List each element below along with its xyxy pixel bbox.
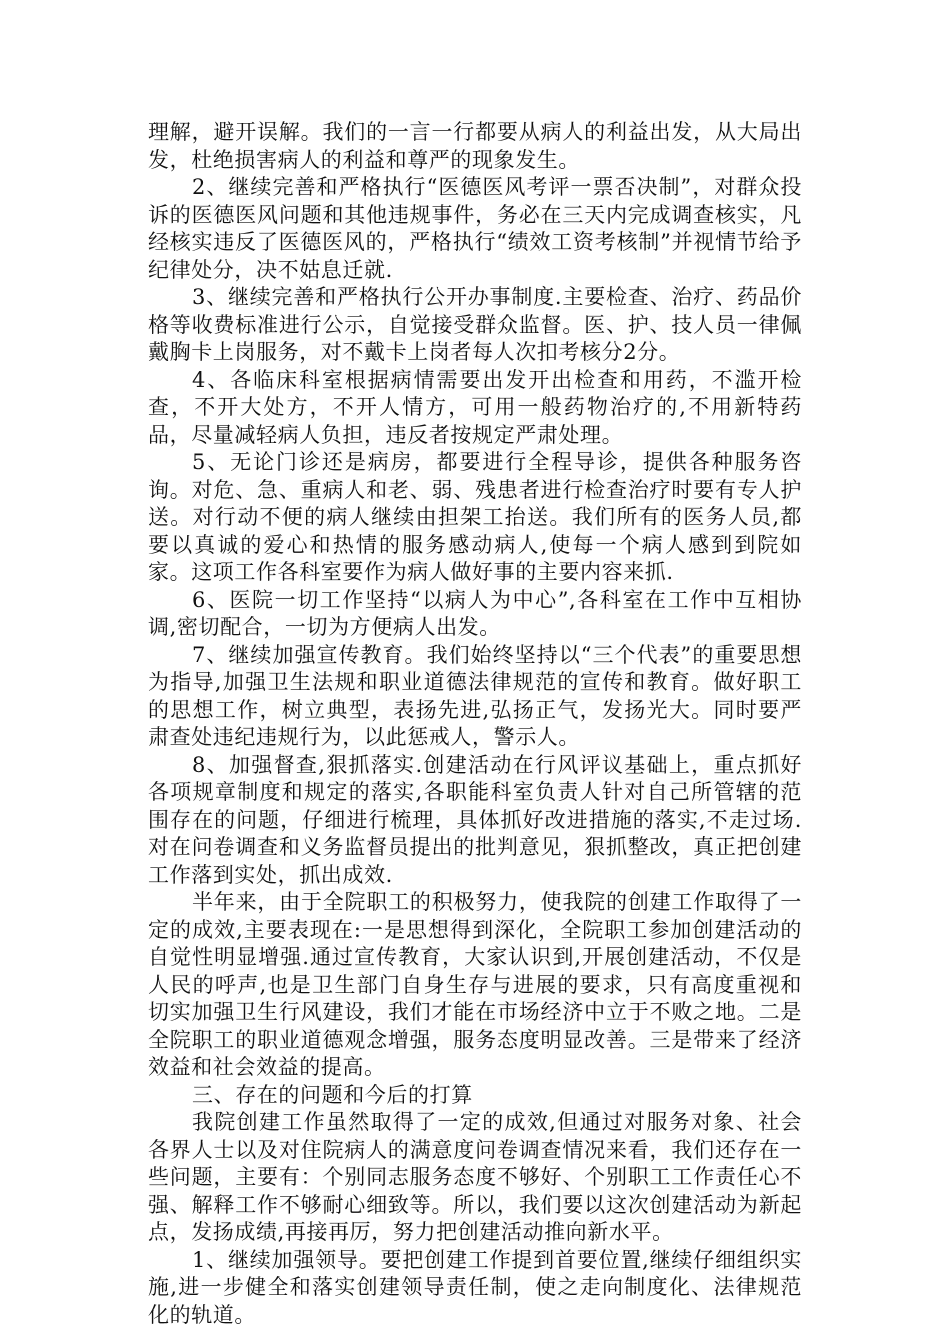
paragraph-continuation: 理解，避开误解。我们的一言一行都要从病人的利益出发，从大局出发，杜绝损害病人的利益和尊严的现象发生。 — [148, 120, 802, 172]
paragraph-item-8: 8、加强督查,狠抓落实.创建活动在行风评议基础上，重点抓好各项规章制度和规定的落实,各职能科室负责人针对自己所管辖的范围存在的问题，仔细进行梳理，具体抓好改进措施的落实,不走过场.对在问卷调查和义务监督员提出的批判意见，狠抓整改，真正把创建工作落到实处，抓出成效. — [148, 752, 802, 887]
paragraph-item-2: 2、继续完善和严格执行“医德医风考评一票否决制”，对群众投诉的医德医风问题和其他违规事件，务必在三天内完成调查核实，凡经核实违反了医德医风的，严格执行“绩效工资考核制”并视情节给予纪律处分，决不姑息迁就. — [148, 175, 802, 282]
paragraph-item-6: 6、医院一切工作坚持“以病人为中心”,各科室在工作中互相协调,密切配合，一切为方便病人出发。 — [148, 587, 802, 639]
paragraph-problems: 我院创建工作虽然取得了一定的成效,但通过对服务对象、社会各界人士以及对住院病人的满意度问卷调查情况来看，我们还存在一些问题，主要有：个别同志服务态度不够好、个别职工工作责任心不强、解释工作不够耐心细致等。所以，我们要以这次创建活动为新起点，发扬成绩,再接再厉，努力把创建活动推向新水平。 — [148, 1110, 802, 1244]
paragraph-half-year-summary: 半年来，由于全院职工的积极努力，使我院的创建工作取得了一定的成效,主要表现在:一是思想得到深化，全院职工参加创建活动的自觉性明显增强.通过宣传教育，大家认识到,开展创建活动，不仅是人民的呼声,也是卫生部门自身生存与进展的要求，只有高度重视和切实加强卫生行风建设，我们才能在市场经济中立于不败之地。二是全院职工的职业道德观念增强，服务态度明显改善。三是带来了经济效益和社会效益的提高。 — [148, 890, 802, 1079]
section-heading-problems-plans: 三、存在的问题和今后的打算 — [192, 1082, 473, 1107]
paragraph-item-7: 7、继续加强宣传教育。我们始终坚持以“三个代表”的重要思想为指导,加强卫生法规和职业道德法律规范的宣传和教育。做好职工的思想工作，树立典型，表扬先进,弘扬正气，发扬光大。同时要严肃查处违纪违规行为，以此惩戒人，警示人。 — [148, 642, 802, 749]
paragraph-item-3: 3、继续完善和严格执行公开办事制度.主要检查、治疗、药品价格等收费标准进行公示，自觉接受群众监督。医、护、技人员一律佩戴胸卡上岗服务，对不戴卡上岗者每人次扣考核分2分。 — [148, 285, 802, 364]
paragraph-plan-item-1: 1、继续加强领导。要把创建工作提到首要位置,继续仔细组织实施,进一步健全和落实创建领导责任制，使之走向制度化、法律规范化的轨道。 — [148, 1247, 802, 1327]
paragraph-item-5: 5、无论门诊还是病房，都要进行全程导诊，提供各种服务咨询。对危、急、重病人和老、弱、残患者进行检查治疗时要有专人护送。对行动不便的病人继续由担架工抬送。我们所有的医务人员,都要以真诚的爱心和热情的服务感动病人,使每一个病人感到到院如家。这项工作各科室要作为病人做好事的主要内容来抓. — [148, 450, 802, 584]
document-body — [148, 119, 802, 1329]
paragraph-item-4: 4、各临床科室根据病情需要出发开出检查和用药，不滥开检查，不开大处方，不开人情方，可用一般药物治疗的,不用新特药品，尽量减轻病人负担，违反者按规定严肃处理。 — [148, 367, 802, 447]
